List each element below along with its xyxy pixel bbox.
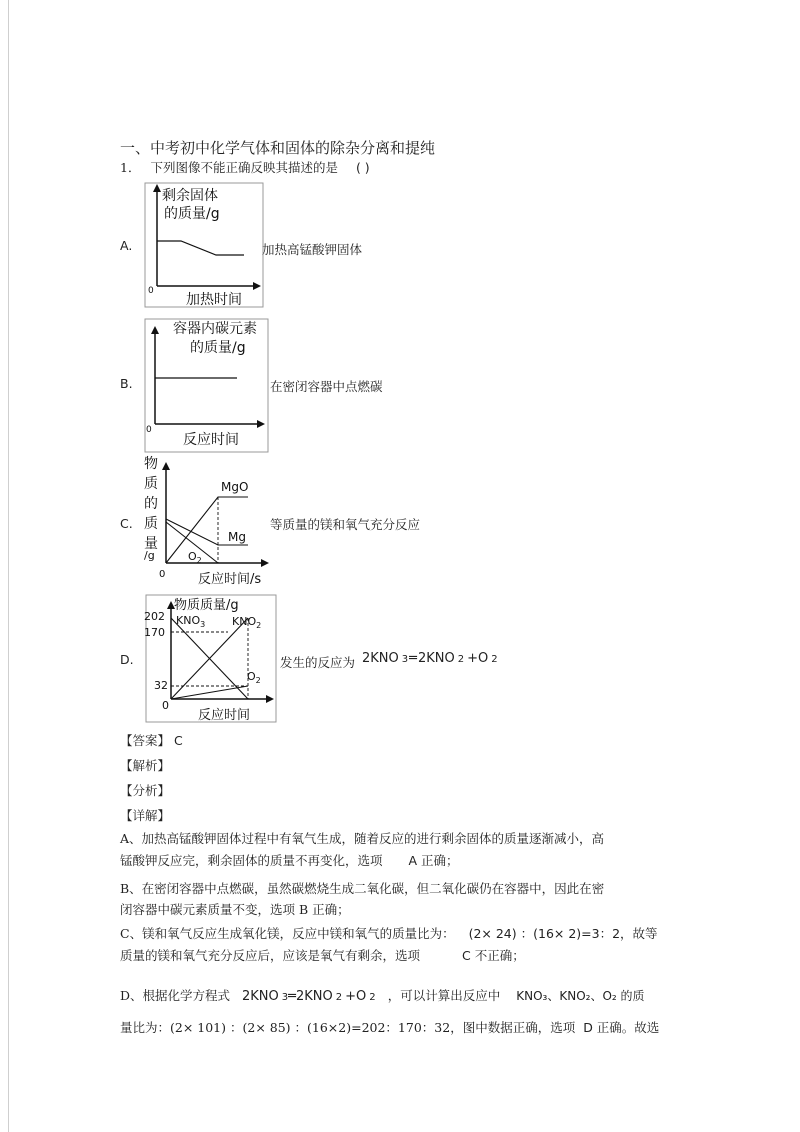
option-a-y-arrow — [153, 184, 161, 192]
option-d-x-arrow — [266, 695, 274, 703]
option-d-caption: 发生的反应为 — [280, 655, 356, 670]
answer-value: C — [174, 733, 183, 748]
option-c-ylabel-2: 质 — [144, 476, 158, 492]
option-a-caption: 加热高锰酸钾固体 — [262, 242, 363, 257]
option-c-letter: C. — [120, 516, 133, 531]
explanation-d-line2: 量比为：(2× 101) ：(2× 85) ：(16×2)=202：170：32，图中数据正确，选项 D 正确。故选 — [120, 1020, 660, 1035]
question-number: 1． — [120, 160, 141, 175]
option-a-x-arrow — [253, 282, 261, 290]
option-b-xlabel: 反应时间 — [183, 432, 239, 448]
option-c-ylabel-4: 质 — [144, 516, 158, 532]
option-a-letter: A. — [120, 238, 133, 253]
explanation-a-line1: A、加热高锰酸钾固体过程中有氧气生成，随着反应的进行剩余固体的质量逐渐减小，高 — [120, 831, 605, 846]
option-d-label-kno2: $KNO_2$ — [232, 615, 262, 630]
page-edge — [8, 0, 9, 1132]
option-b-ylabel-2: 的质量/g — [190, 340, 246, 356]
option-d-letter: D. — [120, 652, 134, 667]
option-c-caption: 等质量的镁和氧气充分反应 — [270, 517, 421, 532]
heading-fenxi: 【分析】 — [120, 783, 171, 798]
option-d-equation: 2KNO 3═2KNO 2 +O 2 — [362, 651, 498, 666]
option-d-origin: 0 — [162, 699, 169, 712]
answer-line — [120, 731, 183, 749]
option-d-graph — [140, 592, 280, 724]
option-d-ylabel: 物质质量/g — [174, 598, 239, 613]
question-blank: ( ) — [355, 160, 370, 175]
option-a-ylabel-1: 剩余固体 — [162, 188, 218, 204]
question-stem — [120, 158, 370, 176]
option-b-x-arrow — [257, 420, 265, 428]
option-b-graph — [140, 316, 270, 454]
option-c-label-mg: Mg — [228, 530, 246, 544]
answer-label: 【答案】 — [120, 733, 171, 748]
explanation-b-line1: B、在密闭容器中点燃碳，虽然碳燃烧生成二氧化碳，但二氧化碳仍在容器中，因此在密 — [120, 881, 605, 896]
option-b-caption: 在密闭容器中点燃碳 — [270, 379, 383, 394]
heading-analysis: 【解析】 — [120, 758, 171, 773]
option-b-y-arrow — [151, 326, 159, 334]
option-c-x-arrow — [261, 559, 269, 567]
option-d-label-kno3: $KNO_3$ — [176, 614, 206, 629]
option-b-ylabel-1: 容器内碳元素 — [173, 321, 257, 337]
option-b-letter: B. — [120, 376, 133, 391]
option-a-origin: 0 — [148, 286, 154, 296]
option-a-graph — [140, 180, 265, 310]
explanation-b-line2: 闭容器中碳元素质量不变，选项 B 正确； — [120, 902, 350, 917]
option-c-graph — [140, 455, 275, 588]
question-text: 下列图像不能正确反映其描述的是 — [150, 160, 338, 175]
option-c-ylabel-1: 物 — [144, 456, 158, 472]
option-d-tick-202: 202 — [144, 610, 165, 623]
explanation-a-line2: 锰酸钾反应完，剩余固体的质量不再变化，选项 A 正确； — [120, 853, 459, 868]
option-a-ylabel-2: 的质量/g — [164, 206, 220, 222]
heading-detail: 【详解】 — [120, 808, 171, 823]
option-d-tick-170: 170 — [144, 626, 165, 639]
option-c-origin: 0 — [159, 569, 166, 580]
option-c-ylabel-6: /g — [144, 549, 155, 562]
option-b-origin: 0 — [146, 425, 152, 435]
option-c-y-arrow — [162, 462, 170, 470]
option-d-curve-o2 — [171, 686, 248, 699]
option-d-xlabel: 反应时间 — [198, 708, 251, 723]
option-c-ylabel-5: 量 — [144, 536, 158, 552]
explanation-c-line2: 质量的镁和氧气充分反应后，应该是氧气有剩余，选项 C 不正确； — [120, 948, 525, 963]
explanation-d-line1: D、根据化学方程式 2KNO 3═2KNO 2 +O 2 ，可以计算出反应中 KNO₃、KNO₂、O₂ 的质 — [120, 988, 645, 1004]
section-title: 一、中考初中化学气体和固体的除杂分离和提纯 — [120, 139, 436, 157]
option-c-label-o2: $O_2$ — [188, 550, 202, 565]
option-d-label-o2: $O_2$ — [247, 670, 261, 685]
explanation-c-line1: C、镁和氧气反应生成氧化镁，反应中镁和氧气的质量比为： (2× 24) ：(16× 2)=3：2，故等 — [120, 926, 658, 941]
option-a-curve — [157, 241, 244, 255]
option-d-tick-32: 32 — [154, 679, 168, 692]
option-c-ylabel-3: 的 — [144, 496, 158, 512]
option-c-xlabel: 反应时间/s — [198, 572, 262, 587]
option-a-xlabel: 加热时间 — [186, 292, 242, 308]
option-c-label-mgo: MgO — [221, 480, 249, 494]
